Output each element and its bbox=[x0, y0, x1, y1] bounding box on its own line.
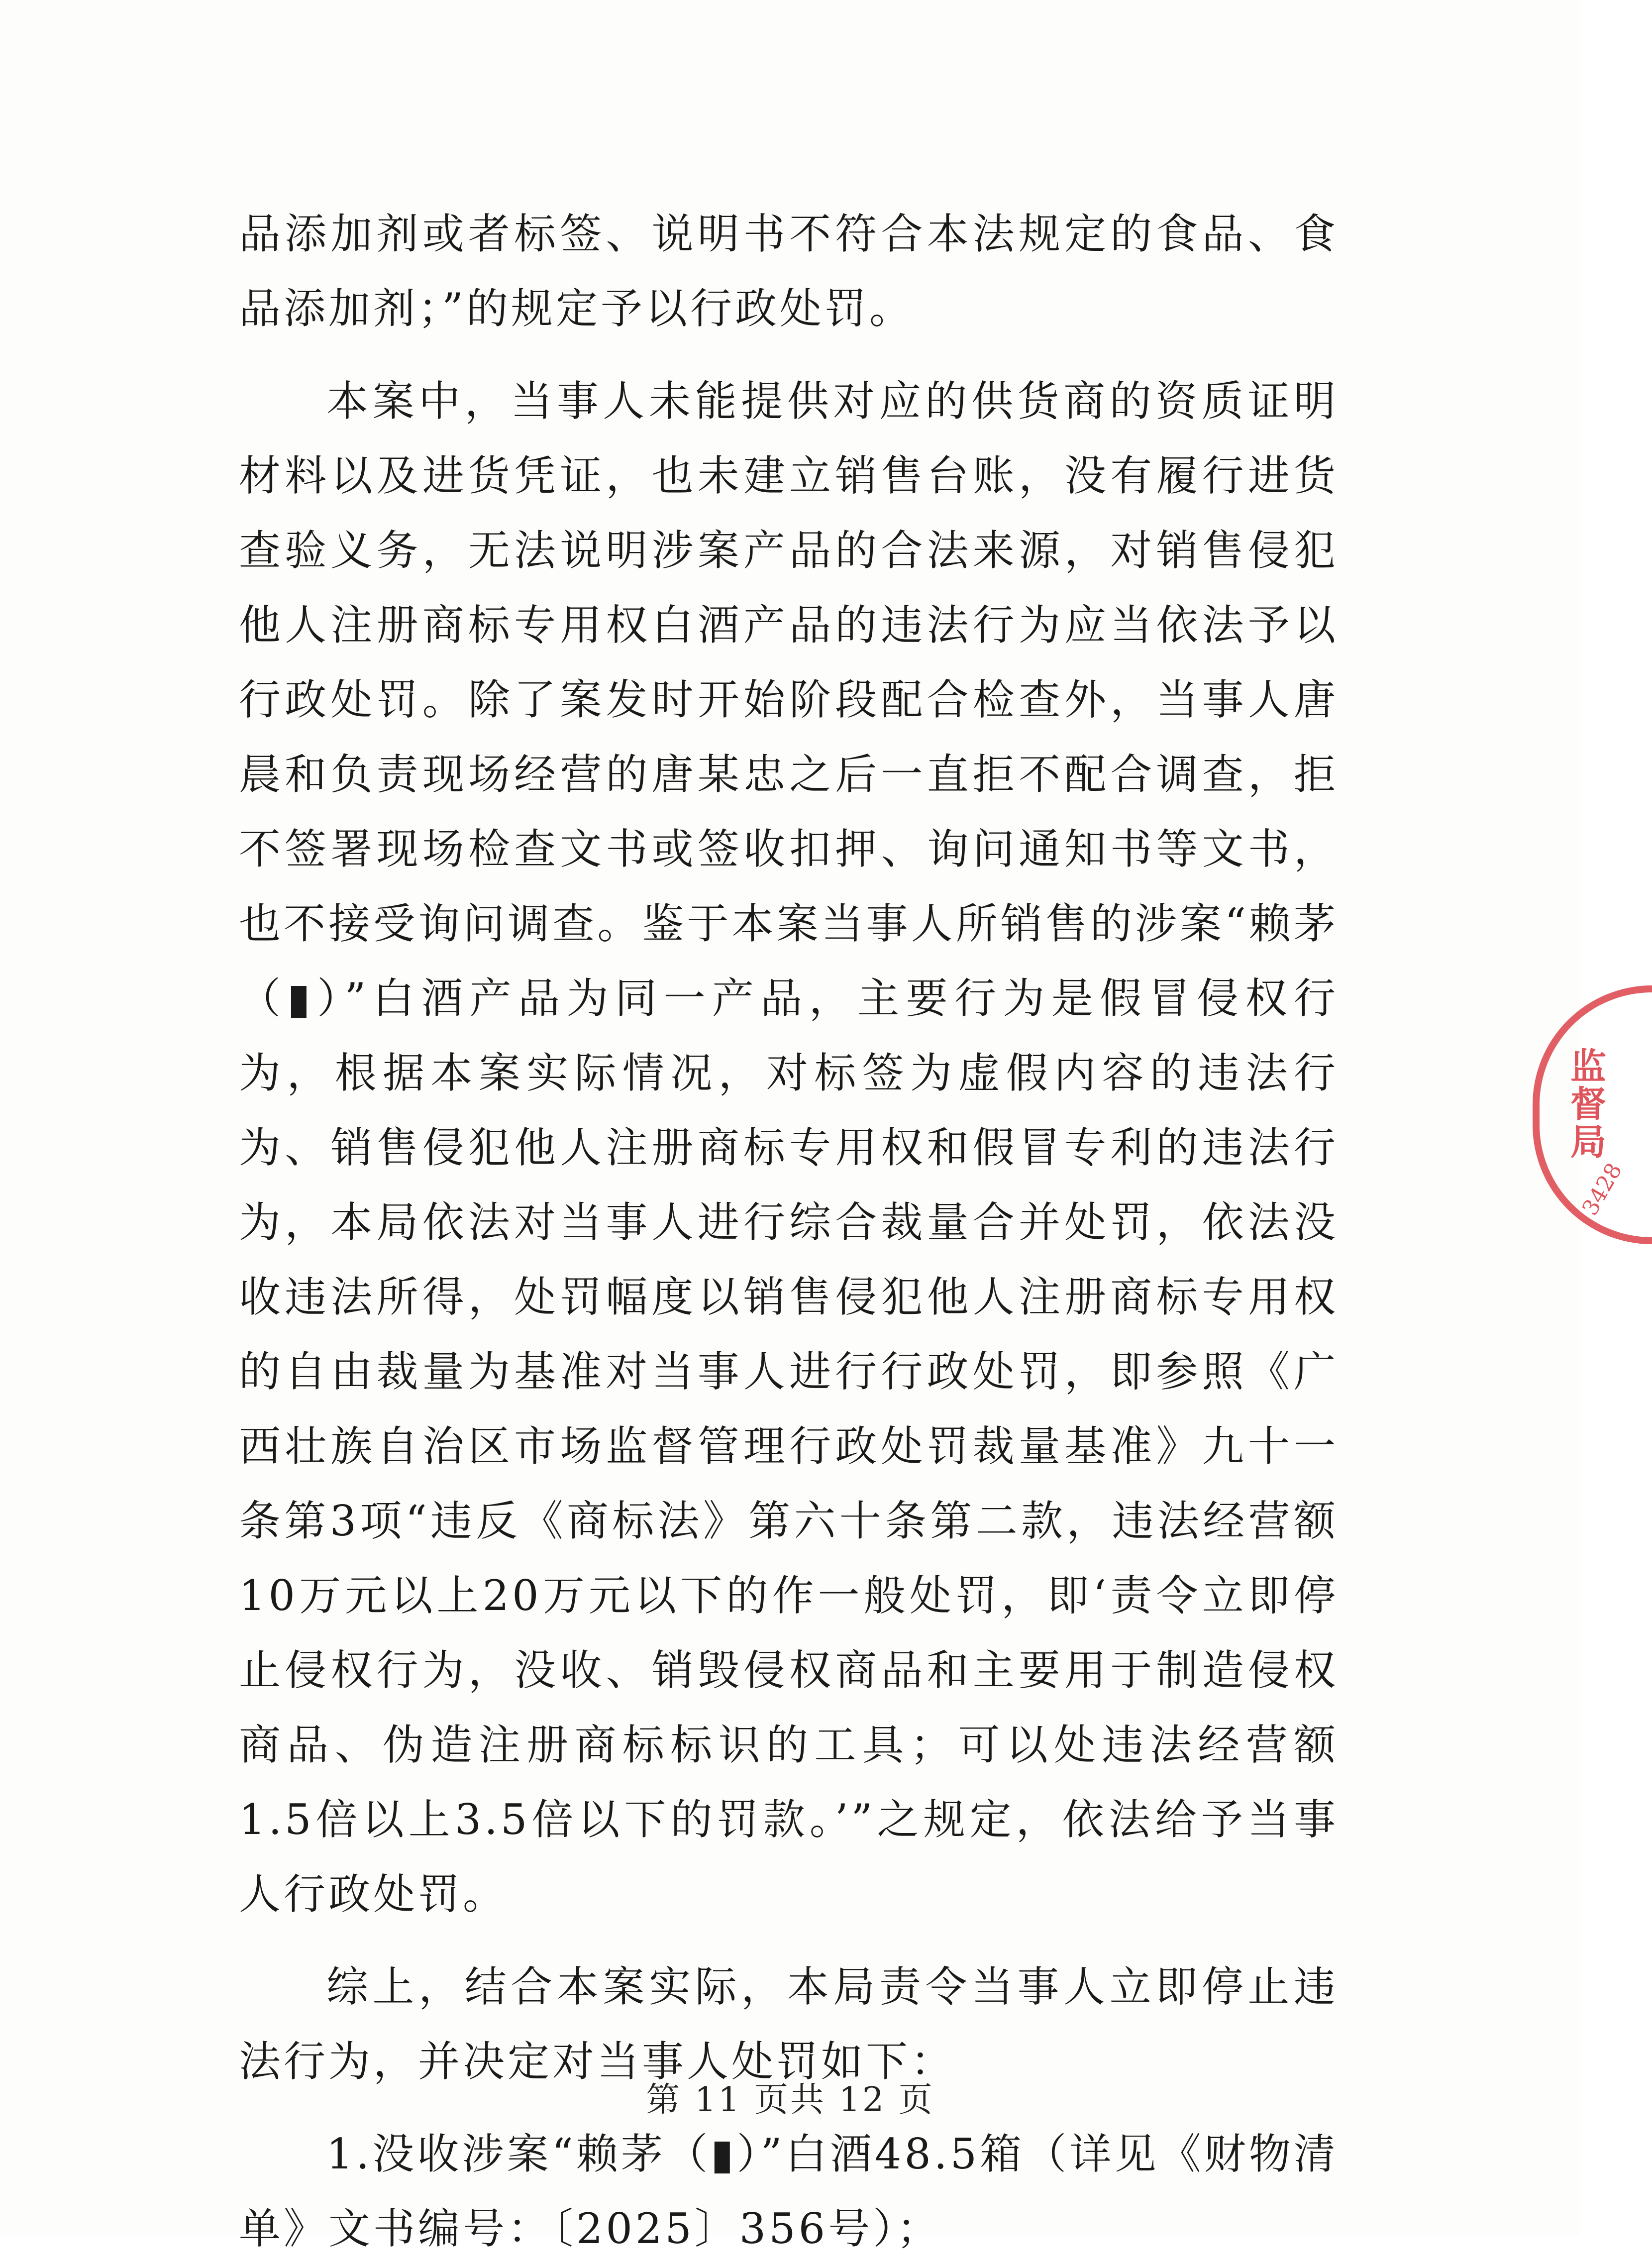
paragraph-penalty-item-1: 1.没收涉案“赖茅（▮）”白酒48.5箱（详见《财物清单》文书编号：〔2025〕356号）； bbox=[239, 2130, 1339, 2253]
seal-digits: 3428 bbox=[1577, 1159, 1628, 1220]
paragraph-continuation: 品添加剂或者标签、说明书不符合本法规定的食品、食品添加剂；”的规定予以行政处罚。 bbox=[239, 210, 1339, 333]
document-body bbox=[239, 197, 1339, 2266]
page-footer: 第 11 页共 12 页 bbox=[646, 2080, 934, 2120]
seal-text: 监督局 bbox=[1564, 1047, 1607, 1161]
paragraph-conclusion: 综上，结合本案实际，本局责令当事人立即停止违法行为，并决定对当事人处罚如下： bbox=[239, 1962, 1339, 2086]
official-seal-stamp bbox=[1533, 985, 1652, 1244]
paragraph-case-analysis: 本案中，当事人未能提供对应的供货商的资质证明材料以及进货凭证，也未建立销售台账，没有履行进货查验义务，无法说明涉案产品的合法来源，对销售侵犯他人注册商标专用权白酒产品的违法行为应当依法予以行政处罚。除了案发时开始阶段配合检查外，当事人唐晨和负责现场经营的唐某忠之后一直拒不配合调查，拒不签署现场检查文书或签收扣押、询问通知书等文书，也不接受询问调查。鉴于本案当事人所销售的涉案“赖茅（▮）”白酒产品为同一产品，主要行为是假冒侵权行为，根据本案实际情况，对标签为虚假内容的违法行为、销售侵犯他人注册商标专用权和假冒专利的违法行为，本局依法对当事人进行综合裁量合并处罚，依法没收违法所得，处罚幅度以销售侵犯他人注册商标专用权的自由裁量为基准对当事人进行行政处罚，即参照《广西壮族自治区市场监督管理行政处罚裁量基准》九十一条第3项“违反《商标法》第六十条第二款，违法经营额10万元以上20万元以下的作一般处罚，即‘责令立即停止侵权行为，没收、销毁侵权商品和主要用于制造侵权商品、伪造注册商标标识的工具；可以处违法经营额1.5倍以上3.5倍以下的罚款。’”之规定，依法给予当事人行政处罚。 bbox=[239, 377, 1339, 1919]
